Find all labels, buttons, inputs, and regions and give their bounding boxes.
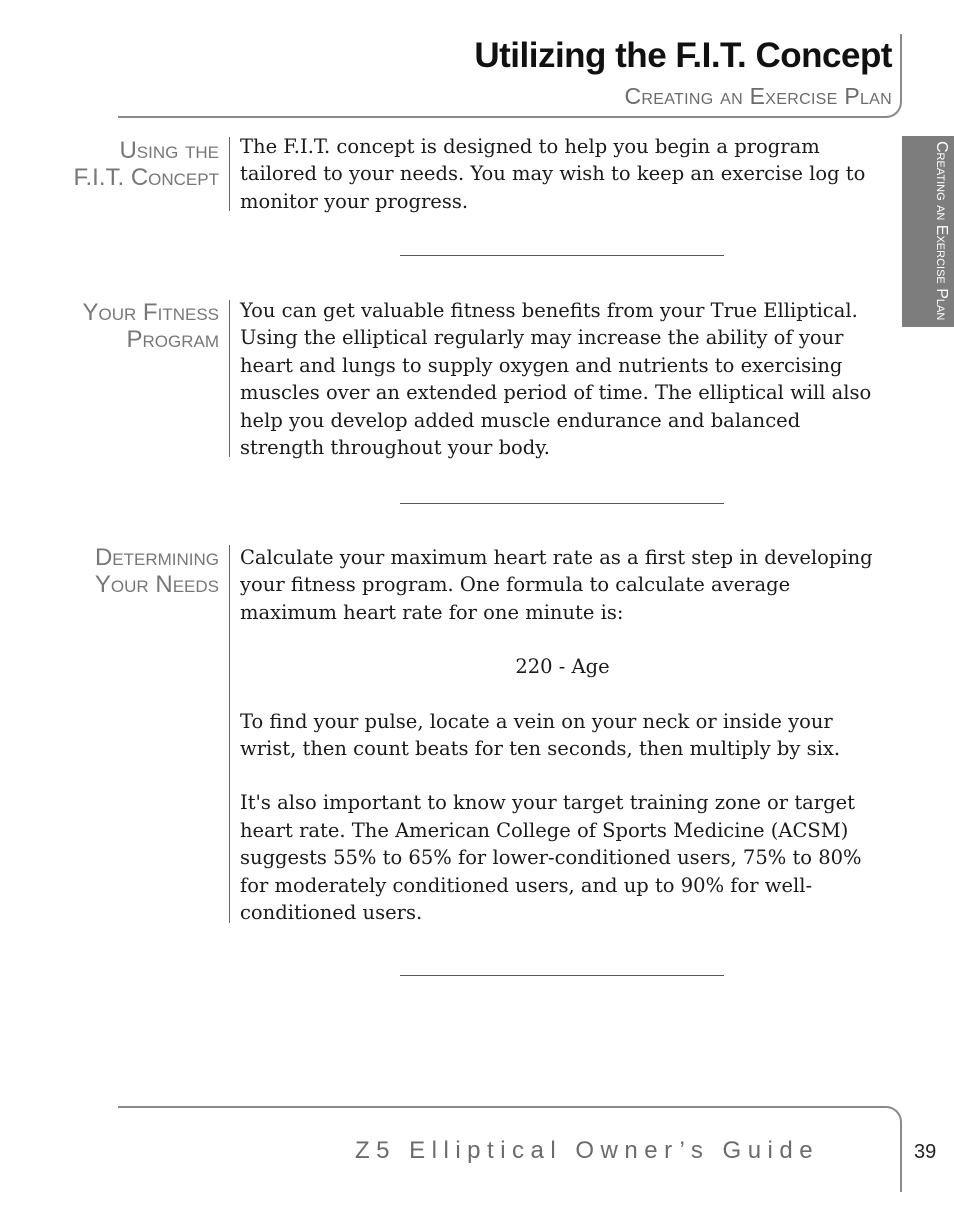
- section-heading-using-fit: [73, 137, 219, 191]
- section-heading-line: Program: [126, 326, 219, 353]
- section-divider-rule: [229, 545, 230, 923]
- body-paragraph: To find your pulse, locate a vein on your neck or inside your wrist, then count beats for ten seconds, then multiply by six.: [240, 709, 841, 761]
- section-heading-line: F.I.T. Concept: [73, 164, 219, 191]
- section-heading-line: Determining: [94, 544, 219, 571]
- page-title: Utilizing the F.I.T. Concept: [474, 36, 892, 75]
- horizontal-separator: [400, 975, 724, 976]
- section-divider-rule: [229, 137, 230, 211]
- horizontal-separator: [400, 255, 724, 256]
- footer-guide-title: Z5 Elliptical Owner’s Guide: [355, 1137, 820, 1164]
- section-body-using-fit: [240, 133, 885, 215]
- section-body-fitness-program: [240, 297, 885, 461]
- section-heading-line: Using the: [119, 137, 219, 164]
- heart-rate-formula: 220 - Age: [515, 655, 610, 679]
- section-side-tab: [902, 136, 954, 327]
- body-paragraph: You can get valuable fitness benefits from your True Elliptical. Using the elliptical regularly may increase the ability of your heart and lungs to supply oxygen and nutrients to exercising muscles over an extended period of time. The elliptical will also help you develop added muscle endurance and balanced strength throughout your body.: [240, 299, 872, 460]
- section-heading-fitness-program: [82, 299, 219, 353]
- section-heading-line: Your Fitness: [82, 299, 219, 326]
- page-subtitle: Creating an Exercise Plan: [624, 83, 892, 109]
- body-paragraph: It's also important to know your target training zone or target heart rate. The American College of Sports Medicine (ACSM) suggests 55% to 65% for lower-conditioned users, 75% to 80% for moderately conditioned users, and up to 90% for well-conditioned users.: [240, 791, 862, 925]
- section-heading-line: Your Needs: [94, 571, 219, 598]
- body-paragraph: Calculate your maximum heart rate as a first step in developing your fitness program. One formula to calculate average maximum heart rate for one minute is:: [240, 546, 873, 624]
- section-heading-determining-needs: [95, 544, 219, 598]
- side-tab-label: Creating an Exercise Plan: [933, 141, 950, 321]
- body-paragraph: The F.I.T. concept is designed to help you begin a program tailored to your needs. You may wish to keep an exercise log to monitor your progress.: [240, 135, 866, 213]
- section-body-determining-needs: [240, 544, 885, 926]
- horizontal-separator: [400, 503, 724, 504]
- page-number: 39: [914, 1141, 937, 1163]
- section-divider-rule: [229, 300, 230, 457]
